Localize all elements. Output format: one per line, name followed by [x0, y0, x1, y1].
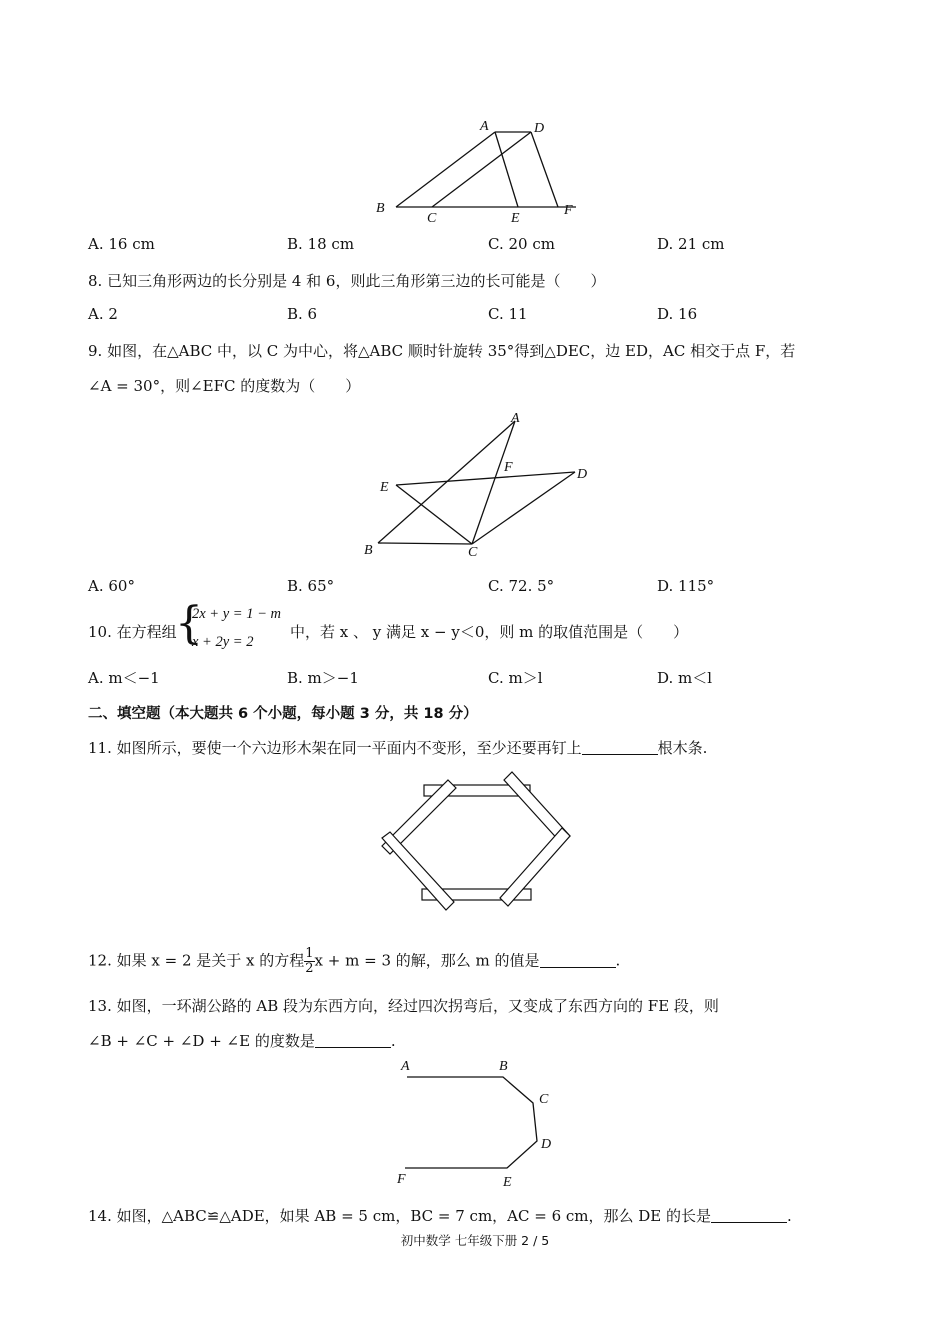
equation-1: 2x + y = 1 − m [192, 606, 281, 622]
label-f: F [504, 460, 513, 475]
q11-text-b: 根木条. [657, 739, 708, 757]
fraction-numerator: 1 [305, 946, 314, 961]
label-e: E [380, 480, 389, 495]
q12-text [88, 947, 620, 976]
label-d: D [577, 467, 588, 482]
q7-option-a: A. 16 cm [88, 235, 155, 253]
q12-text-b: x + m = 3 的解，那么 m 的值是 [314, 951, 540, 970]
q13-line2 [88, 1030, 396, 1051]
label-b: B [376, 201, 385, 216]
q7-option-d: D. 21 cm [657, 235, 725, 253]
equation-2: x + 2y = 2 [192, 634, 254, 650]
label-b: B [364, 543, 373, 558]
figure-q9 [360, 408, 600, 563]
label-f: F [397, 1172, 406, 1187]
q8-option-d: D. 16 [657, 305, 698, 323]
q12-blank [540, 953, 616, 968]
q13-line1: 13. 如图，一环湖公路的 AB 段为东西方向，经过四次拐弯后，又变成了东西方向的 FE 段，则 [88, 997, 719, 1015]
q14-text [88, 1205, 792, 1226]
label-d: D [534, 121, 545, 136]
label-e: E [503, 1175, 512, 1190]
q7-option-c: C. 20 cm [488, 235, 555, 253]
figure-q7 [370, 118, 590, 228]
q10-suffix: 中，若 x 、 y 满足 x − y＜0，则 m 的取值范围是（ ） [290, 623, 689, 641]
q10-option-a: A. m＜−1 [88, 669, 160, 687]
q11-blank [582, 740, 658, 755]
q9-option-d: D. 115° [657, 577, 715, 595]
q9-line1: 9. 如图，在△ABC 中，以 C 为中心，将△ABC 顺时针旋转 35°得到△DEC，边 ED，AC 相交于点 F，若 [88, 342, 796, 360]
q11-text-a: 11. 如图所示，要使一个六边形木架在同一平面内不变形，至少还要再钉上 [88, 739, 582, 757]
q12-text-a: 12. 如果 x = 2 是关于 x 的方程 [88, 951, 305, 970]
q9-option-c: C. 72. 5° [488, 577, 555, 595]
q10-option-d: D. m＜l [657, 669, 713, 687]
label-c: C [539, 1092, 549, 1107]
q14-blank [711, 1208, 787, 1223]
q9-option-b: B. 65° [287, 577, 335, 595]
section-heading: 二、填空题（本大题共 6 个小题，每小题 3 分，共 18 分） [88, 706, 478, 722]
label-a: A [401, 1059, 410, 1074]
q8-text: 8. 已知三角形两边的长分别是 4 和 6，则此三角形第三边的长可能是（ ） [88, 272, 606, 290]
q14-text-a: 14. 如图，△ABC≌△ADE，如果 AB = 5 cm，BC = 7 cm，AC = 6 cm，那么 DE 的长是 [88, 1207, 712, 1225]
q11-text [88, 737, 707, 758]
q13-line2-end: . [390, 1032, 396, 1050]
q8-option-c: C. 11 [488, 305, 528, 323]
q8-option-a: A. 2 [88, 305, 118, 323]
figure-lake-road [395, 1055, 565, 1190]
label-a: A [480, 119, 489, 134]
equation-brace: { [175, 598, 203, 649]
q13-blank [315, 1033, 391, 1048]
fraction-denominator: 2 [305, 961, 314, 976]
q7-option-b: B. 18 cm [287, 235, 355, 253]
fraction-one-half [304, 947, 314, 976]
label-f: F [564, 203, 573, 218]
q10-option-c: C. m＞l [488, 669, 543, 687]
q8-option-b: B. 6 [287, 305, 318, 323]
q9-option-a: A. 60° [88, 577, 135, 595]
label-e: E [511, 211, 520, 226]
label-c: C [427, 211, 437, 226]
q13-line2-text: ∠B + ∠C + ∠D + ∠E 的度数是 [88, 1032, 315, 1050]
q14-text-b: . [787, 1207, 792, 1225]
label-a: A [511, 411, 520, 426]
page-footer: 初中数学 七年级下册 2 / 5 [400, 1233, 550, 1248]
label-c: C [468, 545, 478, 560]
q9-line2: ∠A = 30°，则∠EFC 的度数为（ ） [88, 377, 361, 395]
q10-option-b: B. m＞−1 [287, 669, 359, 687]
q10-prefix: 10. 在方程组 [88, 623, 177, 641]
label-d: D [541, 1137, 552, 1152]
q12-text-c: . [615, 951, 621, 970]
label-b: B [499, 1059, 508, 1074]
figure-hexagon-frame [378, 772, 574, 922]
